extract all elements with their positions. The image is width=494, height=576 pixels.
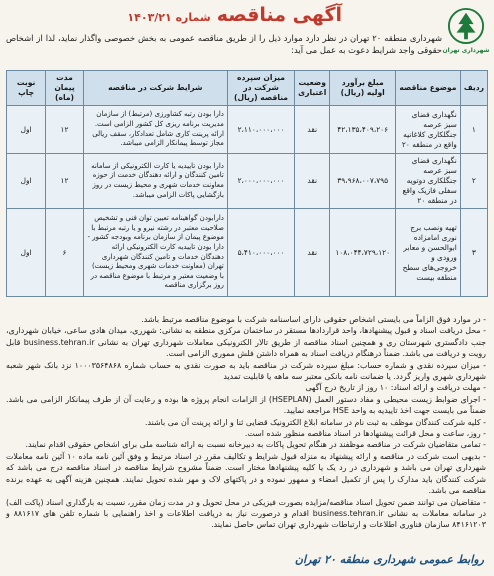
col-header-index: ردیف	[460, 71, 487, 106]
row-credit: نقد	[295, 209, 330, 297]
note-item: - متقاضیان می توانند ضمن تحویل اسناد مناقصه/مزایده بصورت فیزیکی در محل تحویل و در مدت زمان مقرر، نسبت به بارگذاری اسناد (پاکت الف) در سامانه معاملات به نشانی business.tehran.ir اقدام و درصورت نیاز به دریافت اطلاعات و اخذ راهنمایی با شماره تلفن های ۸۸۱۶۱۷ و ۸۴۱۶۱۲۰۳ سازمان فناوری اطلاعات و ارتباطات شهرداری تهران تماس حاصل نمایند.	[6, 497, 486, 530]
note-item: - در موارد فوق الزاماً می بایستی اشخاص حقوقی دارای اساسنامه شرکت با موضوع مناقصه مرتبط باشد.	[141, 315, 486, 324]
row-estimate: ۱۰۸،۰۴۴،۷۲۹،۱۲۰	[330, 209, 396, 297]
notice-title: آگهی مناقصه	[216, 4, 342, 26]
row-conditions: دارابودن گواهینامه تعیین توان فنی و تشخیص صلاحیت معتبر در رشته نیرو و یا رتبه مرتبط با موضوع پیمان از سازمان برنامه وبودجه کشور - دارا بودن تاییدیه کارت الکترونیکی ارائه دهندگان خدمات و تامین کنندگان شهرداری تهران (معاونت خدمات شهری ومحیط زیست) با وضعیت معتبر و مرتبط با موضوع مناقصه در روز برگزاری مناقصه	[83, 209, 227, 297]
row-index: ۱	[460, 106, 487, 154]
municipality-logo	[442, 6, 490, 62]
title-row	[127, 4, 342, 26]
logo-caption: شهرداری تهران	[442, 47, 490, 54]
row-conditions: دارا بودن رتبه کشاورزی (مرتبط) از سازمان مدیریت برنامه ریزی کل کشور الزامی است. ارائه پرینت کاری شامل تعدادکار، سقف ریالی مجاز توسط پیمانکار الزامی میباشد.	[83, 106, 227, 154]
table-row	[7, 209, 488, 297]
row-deposit: ۵،۴۱۰،۰۰۰،۰۰۰	[227, 209, 294, 297]
note-item: - اجرای ضوابط زیست محیطی و مفاد دستور العمل (HSEPLAN) از الزامات انجام پروژه ها بوده و رعایت آن از طرف پیمانکار الزامی می باشد. ضمناً می بایست جهت اخذ تاییدیه به واحد HSE مراجعه نمایید.	[6, 394, 486, 416]
row-duration: ۶	[46, 209, 83, 297]
col-header-subject: موضوع مناقصه	[396, 71, 461, 106]
note-item: - میزان سپرده نقدی و شماره حساب: مبلغ سپرده شرکت در مناقصه باید به صورت نقدی به حساب شماره ۱۰۰۰۳۵۶۴۸۶۸ نزد بانک شهر شعبه شهرداری شهری واریز گردد. یا ضمانت نامه بانکی معتبر سه ماهه یا قابلیت تمدید	[6, 360, 486, 382]
row-estimate: ۳۹،۹۶۸،۰۰۷،۷۹۵	[330, 154, 396, 209]
notes-section	[6, 314, 486, 531]
row-subject: تهیه ونصب برج نوری امامزاده ابوالحسن و معابر ورودی و خروجی‌های سطح منطقه بیست	[396, 209, 461, 297]
table-row	[7, 106, 488, 154]
row-deposit: ۲،۰۰۰،۰۰۰،۰۰۰	[227, 154, 294, 209]
col-header-conditions: شرایط شرکت در مناقصه	[83, 71, 227, 106]
note-item: - کلیه شرکت کنندگان موظف به ثبت نام در سامانه ابلاغ الکترونیک قضایی ثنا و ارائه پرینت آن می باشند.	[144, 417, 486, 427]
intro-paragraph: شهرداری منطقه ۲۰ تهران در نظر دارد موارد ذیل را از طریق مناقصه عمومی به بخش خصوصی واگذار نماید، لذا از اشخاص حقوقی واجد شرایط دعوت به عمل می آید:	[6, 33, 443, 55]
col-header-credit: وضعیت اعتباری	[295, 71, 330, 106]
tender-table	[6, 70, 488, 297]
row-index: ۲	[460, 154, 487, 209]
row-duration: ۱۲	[46, 154, 83, 209]
public-relations-signature: روابط عمومی شهرداری منطقه ۲۰ تهران	[294, 553, 484, 566]
row-print: اول	[7, 106, 46, 154]
row-print: اول	[7, 154, 46, 209]
row-subject: نگهداری فضای سبز عرصه جنگلکاری دوتویه سفلی فازیک واقع در منطقه ۲۰	[396, 154, 461, 209]
note-item: - تمامی متقاضیان شرکت در مناقصه موظفند در هنگام تحویل پاکات به دبیرخانه نسبت به ارائه شناسه ملی برای اشخاص حقوقی اقدام نمایند.	[25, 440, 486, 450]
row-credit: نقد	[295, 154, 330, 209]
tree-emblem-icon	[447, 6, 485, 46]
row-subject: نگهداری فضای سبز عرصه جنگلکاری کلاغانیه واقع در منطقه ۲۰	[396, 106, 461, 154]
col-header-duration: مدت پیمان (ماه)	[46, 71, 83, 106]
tender-notice	[2, 2, 492, 574]
note-item: - مهلت دریافت و ارائه اسناد: ۱۰ روز از تاریخ درج آگهی	[305, 383, 486, 393]
row-estimate: ۴۲،۱۳۵،۴۰۹،۲۰۶	[330, 106, 396, 154]
col-header-print: نوبت چاپ	[7, 71, 46, 106]
col-header-estimate: مبلغ برآورد اولیه (ریال)	[330, 71, 396, 106]
row-credit: نقد	[295, 106, 330, 154]
row-conditions: دارا بودن تاییدیه یا کارت الکترونیکی از سامانه تامین کنندگان و ارائه دهندگان خدمت از حوزه معاونت خدمات شهری و محیط زیست در روز بازگشایی پاکات الزامی میباشد.	[83, 154, 227, 209]
col-header-deposit: میزان سپرده شرکت در مناقصه (ریال)	[227, 71, 294, 106]
notice-number: شماره ۱۴۰۳/۲۱	[127, 11, 211, 24]
note-item: - محل دریافت اسناد و قبول پیشنهادها، واحد قراردادها مستقر در ساختمان مرکزی منطقه به نشانی: شهرری، میدان هادی ساعی، خیابان شهرداری، جنب دادگستری شهرستان ری و همچنین اسناد مناقصه از طریق تالار الکترونیکی معاملات شهرداری تهران به نشانی business.tehran.ir قابل رویت و دریافت می باشد. ضمناً درهنگام دریافت اسناد به همراه داشتن فلش مموری الزامی است.	[6, 326, 486, 359]
row-deposit: ۲،۱۱۰،۰۰۰،۰۰۰	[227, 106, 294, 154]
table-header-row	[7, 71, 488, 106]
row-index: ۳	[460, 209, 487, 297]
notice-header	[2, 2, 492, 68]
note-item: - روز، ساعت و محل قرائت پیشنهادها در اسناد مناقصه منظور شده است.	[244, 429, 486, 439]
row-print: اول	[7, 209, 46, 297]
row-duration: ۱۲	[46, 106, 83, 154]
table-row	[7, 154, 488, 209]
note-item: - بدیهی است شرکت در مناقصه و ارائه پیشنهاد به منزله قبول شرایط و تکالیف مقرر در اسناد مرتبط و وفق آئین نامه ماده ۱۰ آئین نامه معاملات شهرداری تهران می باشد و شهرداری در رد یک یا کلیه پیشنهادها مختار است. ضمناً مشروح شرایط مناقصه در اسناد مناقصه درج می باشد که شرکت کنندگان باید مدارک را پس از تکمیل امضاء و ممهور نموده و در پاکتهای لاک و مهر شده تحویل نمایند. همچنین هزینه آگهی به عهده برنده مناقصه می باشد.	[6, 451, 486, 496]
